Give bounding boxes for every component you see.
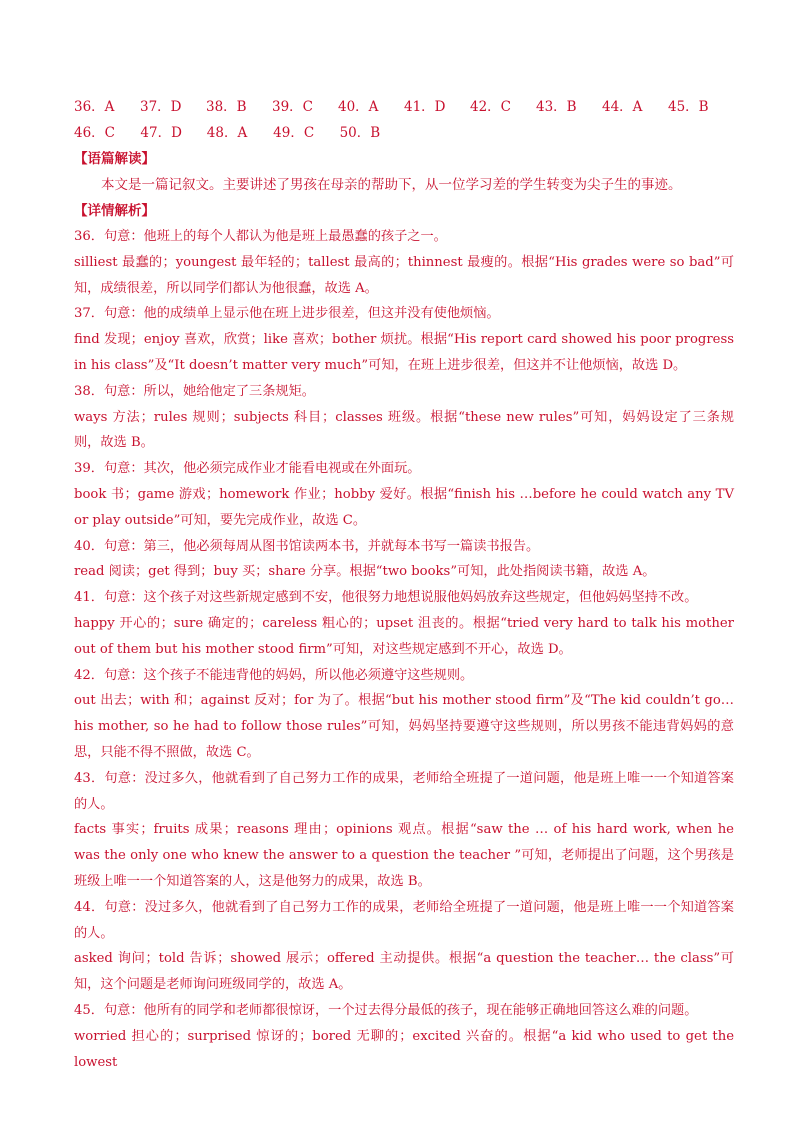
item-37-explanation: find 发现；enjoy 喜欢，欣赏；like 喜欢；bother 烦扰。根据“His report card showed his poor progress in his class”及“It doesn’t matter very much”可知，在班上进步很差，但这并不让他烦恼，故选 D。 — [74, 332, 734, 373]
answers-row-2 — [74, 120, 734, 146]
answer-43: 43．B — [536, 99, 577, 115]
item-43-explanation: facts 事实；fruits 成果；reasons 理由；opinions 观点。根据“saw the … of his hard work, when he was the only one who knew the answer to a question the teacher ”可知，老师提出了问题，这个男孩是班级上唯一一个知道答案的人，这是他努力的成果，故选 B。 — [74, 822, 734, 889]
item-42-meaning: 42．句意：这个孩子不能违背他的妈妈，所以他必须遵守这些规则。 — [74, 667, 474, 683]
answer-39: 39．C — [272, 99, 314, 115]
reading-summary: 本文是一篇记叙文。主要讲述了男孩在母亲的帮助下，从一位学习差的学生转变为尖子生的事迹。 — [101, 177, 682, 193]
item-42-explanation: out 出去；with 和；against 反对；for 为了。根据“but his mother stood firm”及“The kid couldn’t go…his mother, so he had to follow those rules”可知，妈妈坚持要遵守这些规则，所以男孩不能违背妈妈的意思，只能不得不照做，故选 C。 — [74, 693, 734, 760]
answers-row-1 — [74, 94, 734, 120]
answer-40: 40．A — [338, 99, 379, 115]
item-36-explanation: silliest 最蠢的；youngest 最年轻的；tallest 最高的；thinnest 最瘦的。根据“His grades were so bad”可知，成绩很差，所以同学们都认为他很蠢，故选 A。 — [74, 254, 734, 296]
answer-38: 38．B — [206, 99, 247, 115]
answer-44: 44．A — [602, 99, 643, 115]
item-39-meaning: 39．句意：其次，他必须完成作业才能看电视或在外面玩。 — [74, 461, 421, 477]
answer-46: 46．C — [74, 125, 116, 141]
item-44-meaning: 44．句意：没过多久，他就看到了自己努力工作的成果，老师给全班提了一道问题，他是班上唯一一个知道答案的人。 — [74, 899, 734, 941]
answer-42: 42．C — [470, 99, 512, 115]
item-41-explanation: happy 开心的；sure 确定的；careless 粗心的；upset 沮丧的。根据“tried very hard to talk his mother out of them but his mother stood firm”可知，对这些规定感到不开心，故选 D。 — [74, 615, 734, 657]
answer-37: 37．D — [140, 99, 182, 115]
item-38-meaning: 38．句意：所以，她给他定了三条规矩。 — [74, 383, 315, 399]
answer-36: 36．A — [74, 99, 115, 115]
answer-41: 41．D — [404, 99, 446, 115]
item-44-explanation: asked 询问；told 告诉；showed 展示；offered 主动提供。根据“a question the teacher… the class”可知，这个问题是老师询问班级同学的，故选 A。 — [74, 951, 734, 993]
item-39-explanation: book 书；game 游戏；homework 作业；hobby 爱好。根据“finish his …before he could watch any TV or play outside”可知，要先完成作业，故选 C。 — [74, 486, 734, 528]
answer-45: 45．B — [668, 99, 709, 115]
item-40-explanation: read 阅读；get 得到；buy 买；share 分享。根据“two books”可知，此处指阅读书籍，故选 A。 — [74, 564, 656, 580]
item-45-meaning: 45．句意：他所有的同学和老师都很惊讶，一个过去得分最低的孩子，现在能够正确地回答这么难的问题。 — [74, 1002, 698, 1018]
answer-50: 50．B — [339, 125, 381, 141]
reading-section-title: 【语篇解读】 — [74, 151, 155, 167]
answer-49: 49．C — [273, 125, 315, 141]
item-41-meaning: 41．句意：这个孩子对这些新规定感到不安，他很努力地想说服他妈妈放弃这些规定，但他妈妈坚持不改。 — [74, 590, 698, 606]
answer-48: 48．A — [206, 125, 248, 141]
item-36-meaning: 36．句意：他班上的每个人都认为他是班上最愚蠢的孩子之一。 — [74, 229, 447, 244]
item-38-explanation: ways 方法；rules 规则；subjects 科目；classes 班级。根据“these new rules”可知，妈妈设定了三条规则，故选 B。 — [74, 409, 734, 451]
answer-47: 47．D — [140, 125, 182, 141]
answer-key-page — [74, 94, 734, 1075]
detail-section-title: 【详情解析】 — [74, 203, 155, 219]
item-45-explanation: worried 担心的；surprised 惊讶的；bored 无聊的；excited 兴奋的。根据“a kid who used to get the lowest — [74, 1028, 734, 1070]
item-40-meaning: 40．句意：第三，他必须每周从图书馆读两本书，并就每本书写一篇读书报告。 — [74, 538, 540, 554]
item-37-meaning: 37．句意：他的成绩单上显示他在班上进步很差，但这并没有使他烦恼。 — [74, 306, 500, 322]
item-43-meaning: 43．句意：没过多久，他就看到了自己努力工作的成果，老师给全班提了一道问题，他是班上唯一一个知道答案的人。 — [74, 770, 734, 812]
